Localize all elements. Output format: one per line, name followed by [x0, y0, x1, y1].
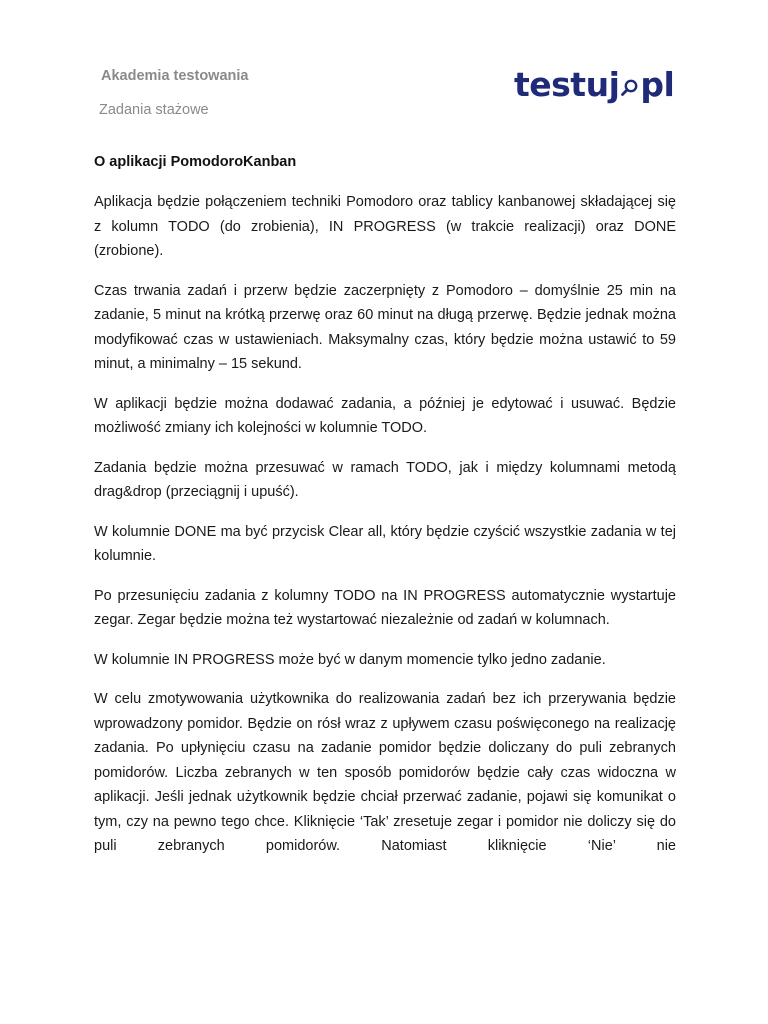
section-name: Zadania stażowe [99, 102, 209, 118]
document-body [94, 150, 676, 874]
org-name: Akademia testowania [101, 68, 249, 84]
paragraph-tomato-motivation: W celu zmotywowania użytkownika do realizowania zadań bez ich przerywania będzie wprowadzony pomidor. Będzie on rósł wraz z upływem czasu poświęconego na realizację zadania. Po upłynięciu czasu na zadanie pomidor będzie doliczany do puli zebranych pomidorów. Liczba zebranych w ten sposób pomidorów będzie cały czas widoczna w aplikacji. Jeśli jednak użytkownik będzie chciał przerwać zadanie, pojawi się komunikat o tym, czy na pewno tego chce. Kliknięcie ‘Tak’ zresetuje zegar i pomidor nie doliczy się do puli zebranych pomidorów. Natomiast kliknięcie ‘Nie’ nie [94, 691, 676, 854]
paragraph-clear-all: W kolumnie DONE ma być przycisk Clear all, który będzie czyścić wszystkie zadania w tej kolumnie. [94, 523, 676, 564]
paragraph-timer: Po przesunięciu zadania z kolumny TODO na IN PROGRESS automatycznie wystartuje zegar. Zegar będzie można też wystartować niezależnie od zadań w kolumnach. [94, 587, 676, 628]
paragraph-intro: Aplikacja będzie połączeniem techniki Pomodoro oraz tablicy kanbanowej składającej się z kolumn TODO (do zrobienia), IN PROGRESS (w trakcie realizacji) oraz DONE (zrobione). [94, 194, 676, 259]
logo-text-right: pl [640, 65, 675, 104]
page-header [99, 66, 248, 120]
testuj-logo [514, 62, 674, 108]
paragraph-task-editing: W aplikacji będzie można dodawać zadania, a później je edytować i usuwać. Będzie możliwość zmiany ich kolejności w kolumnie TODO. [94, 395, 676, 436]
paragraph-durations: Czas trwania zadań i przerw będzie zaczerpnięty z Pomodoro – domyślnie 25 min na zadanie, 5 minut na krótką przerwę oraz 60 minut na długą przerwę. Będzie jednak można modyfikować czas w ustawieniach. Maksymalny czas, który będzie można ustawić to 59 minut, a minimalny – 15 sekund. [94, 282, 676, 372]
document-title: O aplikacji PomodoroKanban [94, 154, 297, 170]
magnifier-icon [617, 66, 641, 90]
paragraph-in-progress-limit: W kolumnie IN PROGRESS może być w danym momencie tylko jedno zadanie. [94, 651, 606, 668]
logo-text-left: testuj [514, 65, 620, 104]
paragraph-drag-drop: Zadania będzie można przesuwać w ramach TODO, jak i między kolumnami metodą drag&drop (przeciągnij i upuść). [94, 459, 676, 500]
